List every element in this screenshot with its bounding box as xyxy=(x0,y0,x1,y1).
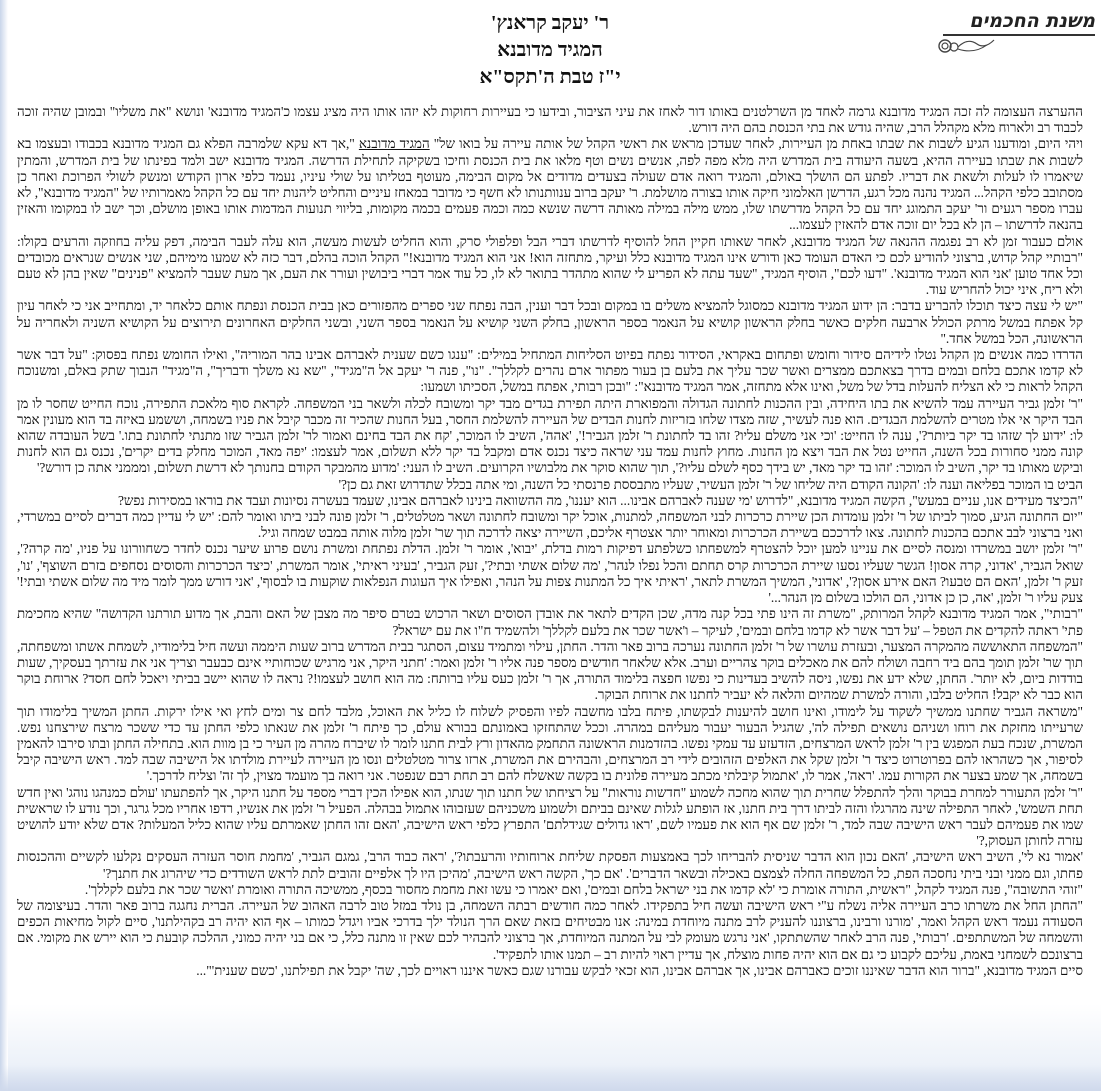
page-edge-bottom xyxy=(0,1065,1101,1091)
article-paragraph: "הכיצד מעידים אנו, עניים במעש", הקשה המגיד מדובנא, "לדרוש 'מי שענה לאברהם אבינו... הוא יעננו', מה ההשוואה בינינו לאברהם אבינו, שעמד בעשרה נסיונות ועבד את בוראו במסירות נפש? xyxy=(117,492,1083,508)
site-logo[interactable] xyxy=(935,10,1095,55)
article-paragraph: "משראה הגביר שחתנו ממשיך לשקוד על לימודו, ואינו חושב להיענות לבקשתו, פיתח בלבו מחשבה לפיו והפסיק לשלוח לו כליל את האוכל, מלבד לחם צר ומים לחץ ואי אילו ירקות. החתן המשיך בלימודו תוך שרעייתו מחזקת את רוחו ושניהם נושאים תפילה לה', שהגיל הבעור יעבור מעליהם במהרה. וככל שהתחזקו באמונתם בבורא עולם, כך פיתח ר' זלמן את שנאתו כלפי החתן עד כדי ששכר מרצח שירצחנו נפש. המשרת, שנכח בעת המפגש בין ר' זלמן לראש המרצחים, הזדעזע עד עמקי נפשו. בהזדמנות הראשונה התחמק מהאדון ורץ לבית חתנו לומר לו שיברח מהרה מן העיר כי בן מוות הוא. בתחילה החתן ובתו סירבו להאמין לסיפור, אך כשהראו להם בפרוטרוט כיצד ר' זלמן שקל את האלפים הזהובים לידי רב המרצחים, והבהירם את המשרת, ארזו צרור מטלטלים ונסו מן העיירה לעיירת מולדתו אל הישיבה שבה למד. ראש הישיבה קיבל בשמחה, אך שמע בצער את הקורות עמו. 'ראה', אמר לו, 'אתמול קיבלתי מכתב מעיירה פלונית בו בקשה שאשלח להם רב תחת רבם שנפטר. אני רואה בך מועמד מצוין, לך זה' וצליח לדרכך.' xyxy=(17,703,1083,784)
article-header xyxy=(300,10,800,91)
article-paragraph: "ר' זלמן יושב במשרדו ומנסה לסיים את עניינו למען יוכל להצטרף למשפחתו כשלפתע דפיקות רמות בדלת, 'יבוא', אומר ר' זלמן. הדלת נפתחת ומשרת נושם פרוע שיער נכנס לחדר כשחוורונו על פניו, 'מה קרה?', שואל הגביר, 'אדוני, קרה אסון! הגשר שעליו נסעו שיירת הכרכרות קרס תחתם והכל נפלו לנהר', 'מה שלום אשתי ובתי?', זעק הגביר, 'בעיני ראיתי', אומר המשרת, 'כיצד הכרכרות והסוסים נסחפים בזרם השוצף', 'נו', זעק ר' זלמן, 'האם הם טבעו? האם אירע אסון?', 'אדוני', המשיך המשרת לתאר, 'ראיתי איך כל המתנות צפות על הנהר, ואפילו איך העוגות הנפלאות שוקעות בו לבסוף', 'אני דורש ממך לומר מיד מה שלום אשתי ובתי!' צעק עליו ר' זלמן, 'אה, כן כן אדוני, הם הולכו בשלום מן הנהר...' xyxy=(17,541,1083,606)
paragraph-text: ויהי היום, ומודענו הגיע לשבות את שבתו באחת מן העיירות, לאחר שעדכן מראש את ראשי הקהל של אותה עיירה על בואו של" xyxy=(429,136,1083,152)
article-paragraph: "יום החתונה הגיע, סמוך לביתו של ר' זלמן עומדות הכן שיירת כרכרות לבני המשפחה, למתנות, אוכל יקר ומשובח לחתונה ושאר מטלטלים, ר' זלמן פונה לבני ביתו ואומר להם: 'יש לי עדיין כמה דברים לסיים במשרדי, ואני ברצוני לבב אתכם בהכנות לחתונה. צאו לדרככם בשיירת הכרכרות ומאוחר יותר אצטרף אליכם, השיירה יצאה לדרכה תוך שר' זלמן מלוה אותה במבט שמחה וגיל. xyxy=(17,509,1083,541)
article-title-subtitle: המגיד מדובנא xyxy=(497,39,603,61)
article-body xyxy=(17,104,1083,1066)
article-paragraph xyxy=(17,136,1083,233)
article-paragraph: הדרדו כמה אנשים מן הקהל נטלו לידיהם סידור וחומש ופתחום באקראי, הסידור נפתח בפיוט הסליחות המתחיל במילים: "ענגו כשם שענית לאברהם אבינו בהר המוריה", ואילו החומש נפתח בפסוק: "על דבר אשר לא קדמו אתכם בלחם ובמים בדרך בצאתכם ממצרים ואשר שכר עליך את בלעם בן בעור מפתור ארם נהרים לקללך". "נו", פנה ר' יעקב אל ה"מגיד", "שא נא משלך ודבריך", ה"מגיד" הנבוך שתק באלם, ומשנוכח הקהל לראות כי לא הצליח להעלות בדל של משל, ואינו אלא מתחזה, אמר המגיד מדובנא": "ובכן רבותי, אפתח במשל, הסכיתו ושמעו: xyxy=(17,347,1083,395)
article-paragraph: "ר' זלמן גביר העיירה עמד להשיא את בתו היחידה, ובין ההכנות לחתונה הגדולה והמפוארת היתה תפירת בגדים מבד יקר ומשובח לכלה ולשאר בני המשפחה. לקראת סוף מלאכת התפירה, נוכח החייט שחסר לו מן הבד היקר אי אלו מטרים להשלמת הבגדים. הוא פנה לעשיר, שזה מצדו שלחו בזריזות לחנות הבדים של העיירה להשלמת החסר, בעל החנות שהכיר זה מכבר קיבל את פניו בשמחה, וששמע באיזה בד הוא מעונין אמר לו: 'ידוע לך שזהו בד יקר ביותר?', ענה לו החייט: 'וכי אני משלם עליו? זהו בד לחתונת ר' זלמן הגביר!', 'אהה', השיב לו המוכר, 'קח את הבד בחינם ואמור לר' זלמן הגביר שזו מתנתי לחתונת בתו.' בשל העובדה שהוא קונה ממני סחורות בכל השנה, החייט נטל את הבד ויצא מן החנות. מחוץ לחנות עמד עני שראה כיצד נכנס אדם ומקבל בד יקר ללא תשלום, אמר לעצמו: 'יפה מאד, המוכר מחלק בדים יקרים', נכנס גם הוא לחנות וביקש מאותו בד יקר, השיב לו המוכר: 'זהו בד יקר מאד, יש בידך כסף לשלם עליו?', תוך שהוא סוקר את מלבושיו הקרועים. השיב לו העני: 'מדוע מהמבקר הקודם בחנותך לא דרשת תשלום, ומממני אתה כן דורש?' xyxy=(17,395,1083,476)
article-paragraph: אולם כעבור זמן לא רב נפגמה ההנאה של המגיד מדובנא, לאחר שאותו חקיין החל להוסיף לדרשתו דברי הבל ופלפולי סרק, והוא החליט לעשות מעשה, הוא עלה לעבר הבימה, דפק עליה בחוזקה והרעים בקולו: "רבותיי קהל קדוש, ברצוני להודיע לכם כי האדם העומד כאן ודורש אינו המגיד מדובנא כלל ועיקר, מתחזה הוא! אני הוא המגיד מדובנא!" הקהל הוכה בהלם, דבר כזה לא שמעו מימיהם, שני אנשים שנראים מכובדים וכל אחד טוען 'אני הוא המגיד מדובנא'. "דעו לכם", הוסיף המגיד, "שעד עתה לא הפריע לי שהוא מתהדר בתואר לא לו, כל עוד אמר דברי ביבושין ועורר את העם, אך מעת שעבר להמציא "פנינים" שאין בהן לא טעם ולא ריח, איני יכול להחריש עוד. xyxy=(17,233,1083,298)
maggid-link[interactable]: המגיד מדובנא xyxy=(358,136,430,152)
site-logo-text: משנת החכמים xyxy=(969,10,1095,32)
flourish-ornament-icon xyxy=(937,36,995,56)
article-paragraph: "ר' זלמן התעורר למחרת בבוקר והלך להתפלל שחרית תוך שהוא מחכה לשמוע "חדשות נוראות" על רציחתו של חתנו תוך שנתו, הוא אפילו הכין דברי מספד על חתנו היקר, אך להפתעתו 'עולם כמנהגו נוהג' ואין חדש תחת השמש', לאחר התפילה שינה מהרגלו והזה לביתו דרך בית חתנו, אז הופתע לגלות שאינם בביתם ולשמוע משכניהם שעזבוהו אתמול בבהלה. הפעיל ר' זלמן את אנשיו, רדפו אחריו מכל גרגר, וכך נודע לו שראשית שמו את פעמיהם לעבר ראש הישיבה שבה למד, ר' זלמן שם אף הוא את פעמיו לשם, 'ראו גדולים שגידלתם' התפרץ כלפי ראש הישיבה, 'האם זהו החתן שאמרתם עליו שהוא כליל המעלות? אדם שלא יודע להושיט עזרה לחותן העסוק,?' xyxy=(17,784,1083,849)
article-paragraph: "רבותי", אמר המגיד מדובנא לקהל המרותק, "משרת זה הינו פתי בכל קנה מדה, שכן הקדים לתאר את אובדן הסוסים ושאר הרכוש בטרם סיפר מה מצבן של האם והבת, אך מדוע תורתנו הקדושה" שהיא מחכימת פתי' ראתה להקדים את הטפל – 'על דבר אשר לא קדמו בלחם ובמים', לעיקר – ו'אשר שכר את בלעם לקללך' ולהשמיד ח"ו את עם ישראל? xyxy=(17,606,1083,638)
article-paragraph: ההערצה העצומה לה זכה המגיד מדובנא גרמה לאחד מן השרלטנים באותו דור לאחז את עיני הציבור, ובידעו כי בעיירות רחוקות לא יזהו אותו היה מציג עצמו כ'המגיד מדובנא' ונושא "את משליו" ובמובן שהיה זוכה לכבוד רב ולארוח מלא מקהלל הרב, שהיה גודש את בתי הכנסת בהם היה דורש. xyxy=(17,104,1083,136)
article-paragraph: "החתן החל את משרתו כרב העיירה אליה נשלח ע"י ראש הישיבה ועשה חיל בתפקידו. לאחר כמה חודשים רבתה השמחה, בן נולד במזל טוב לרבה האהוב של העיירה. הברית נחגגה ברוב פאר והדר. בעיצומה של הסעודה נעמד ראש הקהל ואמר, 'מורנו ורבינו, ברצוננו להעניק לרב מתנה מיוחדת במינה: אנו מבטיחים בזאת שאם הרך הנולד ילך בדרכי אביו ויגדל כמותו – אף הוא יהיה רב בקהילתנו', סיים לקול מחיאות הכפים והשמחה של המשתתפים. 'רבותי', פנה הרב לאחר שהשתתקו, 'אני נרגש מעומק לבי על המתנה המיוחדת, אך ברצוני להבהיר לכם שאין זו מתנה כלל, כי אם בני יהיה כמוני, ההלכה קובעת כי הוא יירש את מקומי. אם ברצונכם לשמחני באמת, עליכם לקבוע כי גם אם הוא יהיה פחות מוצלח, אך עדיין ראוי להיות רב – תמנו אותו לתפקיד'. xyxy=(17,897,1083,962)
article-title-name: ר' יעקב קראנץ' xyxy=(490,12,610,34)
article-paragraph: 'אמור נא לי', השיב ראש הישיבה, 'האם נכון הוא הדבר שניסית להבריחו לכך באמצעות הפסקת שליחת ארוחותיו והרעבתו?', 'ראה כבוד הרב', גמגם הגביר, 'מחמת חוסר העזרה העסקים נקלעו לקשיים וההכנסות פחתו, וגם ממני ובני ביתי נחסכה הפת, כל המשפחה החלה לצמצם באכילה ובשאר הדברים'. 'אם כך', הקשה ראש הישיבה, 'מהיכן היו לך אלפיים זהובים לתת לראש השודדים כדי שיהרוג את חתנך?' xyxy=(17,849,1083,881)
paragraph-text: ",אך דא עקא שלמרבה הפלא גם המגיד מדובנא בכבודו ובעצמו בא לשבות את שבתו בעיירה ההיא, בשעה היעודה בית המדרש היה מלא מפה לפה, אנשים נשים וטף מלאו את בית הכנסת וחיכו בשקיקה לתחילת הדרשה. המגיד מדובנא ישב ולמד בפינתו של בית המדרש, והמתין שיאמרו לו לעלות ולשאת את דבריו. לפתע הם הושלך באולם, והמגיד רואה אדם שעולה בצעדים מדודים אל מקום הבימה, מעוטף בטליתו על שולי עיניו, נעמד כלפי ארון הקודש ומנשק לשולי הפרוכת ואחר כן מסתובב כלפי הקהל... המגיד נהנה מכל רגע, הדרשן האלמוני חיקה אותו בצורה מושלמת. ר' יעקב ברוב ענוותנותו לא חשף כי מדובר במאחז עיניים והחליט ליהנות יחד עם כל הקהל מאמרותיו של "המגיד מדובנא", לא עברו מספר רגעים ור' יעקב התמוגג יחד עם כל הקהל מדרשתו שלו, ממש מילה במילה מאותה דרשה שנשא כמה וכמה פעמים בכמה מקומות, בליווי תנועות המדמות אותו באופן מושלם, וכך ישב לו במקומו והאזין בהנאה לדרשתו – הן לא בכל יום זוכה אדם להאזין לעצמו... xyxy=(17,136,1083,233)
article-paragraph: "יש לי עצה כיצד תוכלו להבריע בדבר: הן ידוע המגיד מדובנא כמסוגל להמציא משלים בו במקום ובכל דבר וענין, הבה נפתח שני ספרים מהפזורים כאן בבית הכנסת ונפתח אותם כלאחר יד, ומתחייב אני כי לאחר עיון קל אפתח במשל מרתק הכולל ארבעה חלקים כאשר בחלק הראשון קושיא על הנאמר בספר הראשון, בחלק השני קושיא על הנאמר בספר השני, ובשני החלקים האחרונים תירוצים על הקושיא השניה ולאחריה על הראשונה, הכל במשל אחד." xyxy=(17,298,1083,346)
article-title-date: י"ז טבת ה'תקס"א xyxy=(479,66,621,88)
article-paragraph: "המשפחה התאוששה מהמקרה המצער, ובעזרת עושרו של ר' זלמן החתונה נערכה ברוב פאר והדר. החתן, עילוי ומתמיד עצום, הסתגר בבית המדרש ברוב שעות היממה ועשה חיל בלימודיו, לשמחת אשתו ומשפחתה, תוך שר' זלמן תומך בהם ביד רחבה ושולח להם את מאכלים בוקר צהריים וערב. אלא שלאחר חודשים מספר פנה אליו ר' זלמן ואמר: 'חתני היקר, אני מרגיש שכוחותיי אינם כבעבר וצריך אני את עזרתך בעסקיך, שעות בודדות ביום, לא יותר'. החתן, שלא ידע את נפשו, ניסה להשיב בעדינות כי נפשו חפצה בלימוד התורה, אך ר' זלמן כעס עליו ברותח: מה הוא חושב לעצמו!? נראה לו שהוא יישב בביתי ויאכל לחם חסד? ארוחת בוקר הוא כבר לא יקבל! החליט בלבו, והורה למשרת שמהיום והלאה לא יעביר לחתנו את ארוחת הבוקר. xyxy=(17,638,1083,703)
article-paragraph: הביט בו המוכר בפליאה וענה לו: 'הקונה הקודם היה שליחו של ר' זלמן העשיר, שעליו מתבססת פרנסתי כל השנה, ומי אתה בכלל שתדרוש זאת גם כן?' xyxy=(338,476,1083,492)
article-paragraph: "זוהי התשובה", פנה המגיד לקהל, "ראשית, התורה אומרת כי 'לא קדמו את בני ישראל בלחם ובמים', ואם יאמרו כי עשו זאת מחמת מחסור בכסף, ממשיכה התורה ואומרת 'ואשר שכר את בלעם לקללך'. xyxy=(84,881,1083,897)
article-paragraph: סיים המגיד מדובנא, "ברור הוא הדבר שאיננו זוכים כאברהם אבינו, אך אברהם אבינו, הוא זכאי לבקש עבורנו שגם כאשר איננו ראויים לכך, שה' יקבל את תפילתנו, 'כשם שענית'"... xyxy=(196,962,1083,978)
page-edge-left xyxy=(0,0,8,1091)
